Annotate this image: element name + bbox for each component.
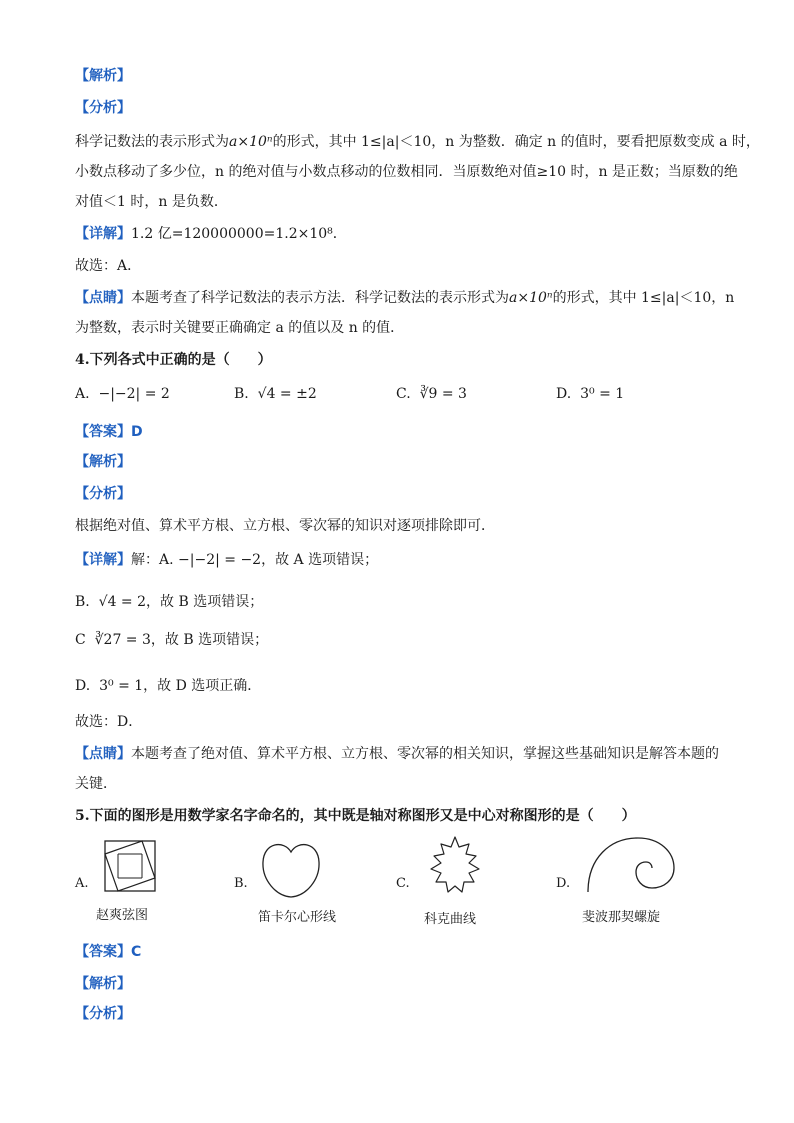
option-label: A.: [75, 386, 90, 402]
cardioid-figure: [258, 838, 324, 900]
text-span: C: [75, 632, 86, 648]
option-expr: √4 = ±2: [257, 386, 317, 402]
text-span: 本题考查了绝对值、算术平方根、立方根、零次幂的相关知识，掌握这些基础知识是解答本题的: [131, 746, 719, 762]
fenxi-paragraph-line3: 对值＜1 时，n 是负数．: [75, 194, 228, 210]
text-span: ，故 B 选项错误；: [150, 632, 269, 648]
q4-option-b: [234, 386, 317, 402]
question-number: 4.: [75, 352, 90, 368]
q5-option-c-caption: 科克曲线: [424, 912, 477, 927]
dianjing-tag: 【点睛】: [75, 746, 131, 762]
q4-detail-c: [75, 630, 268, 650]
option-label: B.: [234, 386, 249, 402]
question-stem: 下面的图形是用数学家名字命名的，其中既是轴对称图形又是中心对称图形的是（ ）: [89, 808, 636, 824]
option-label: C.: [396, 386, 411, 402]
fenxi-paragraph-line1: [75, 132, 760, 152]
text-span: ，故 B 选项错误；: [146, 594, 264, 610]
option-label: D.: [556, 386, 572, 402]
text-span: 本题考查了科学记数法的表示方法．科学记数法的表示形式为: [131, 290, 509, 306]
xiangjie-text: 1.2 亿=120000000=1.2×10⁸．: [131, 226, 347, 242]
option-expr: −|−2| = 2: [98, 386, 170, 402]
jiexi-heading: 【解析】: [75, 68, 131, 84]
question-4-stem: [75, 350, 272, 370]
q4-fenxi-heading: 【分析】: [75, 486, 131, 502]
xiangjie-line: [75, 224, 347, 244]
q4-option-a: [75, 386, 170, 402]
q4-fenxi-text: 根据绝对值、算术平方根、立方根、零次幂的知识对逐项排除即可．: [75, 518, 495, 534]
q4-jiexi-heading: 【解析】: [75, 454, 131, 470]
q5-answer-line: [75, 942, 141, 962]
text-span: D.: [75, 678, 91, 694]
dianjing-tag: 【点睛】: [75, 290, 131, 306]
q4-option-d: [556, 386, 624, 402]
math-expr: √4 = 2: [98, 594, 147, 610]
q4-detail-a: [75, 550, 378, 570]
answer-value: D: [131, 424, 143, 440]
math-expr: 3⁰ = 1: [99, 678, 144, 694]
answer-tag: 【答案】: [75, 424, 131, 440]
q5-jiexi-heading: 【解析】: [75, 976, 131, 992]
answer-value: C: [131, 944, 142, 960]
sci-notation: a×10ⁿ: [509, 290, 553, 306]
fenxi-heading: 【分析】: [75, 100, 131, 116]
text-span: ，故 D 选项正确．: [143, 678, 262, 694]
q5-option-b-caption-text: 笛卡尔心形线: [258, 910, 337, 925]
question-number: 5.: [75, 808, 90, 824]
koch-snowflake-figure: [424, 834, 486, 900]
q5-option-c-label: C.: [396, 876, 410, 891]
math-expr: −|−2| = −2: [178, 552, 262, 568]
guxuan-line: 故选：A．: [75, 258, 142, 274]
q4-detail-d: [75, 676, 261, 696]
q5-option-d-caption: 斐波那契螺旋: [582, 910, 661, 925]
q5-option-b-label: B.: [234, 876, 248, 891]
q4-detail-b: [75, 592, 263, 612]
q5-option-a-label: A.: [75, 876, 89, 891]
q4-dianjing-line2: 关键．: [75, 776, 117, 792]
text-span: 的形式，其中 1≤|a|＜10，n: [552, 290, 735, 306]
dianjing-line2: 为整数，表示时关键要正确确定 a 的值以及 n 的值．: [75, 320, 405, 336]
question-5-stem: [75, 806, 636, 826]
option-expr: ∛9 = 3: [419, 386, 467, 402]
xiangjie-tag: 【详解】: [75, 226, 131, 242]
fibonacci-spiral-figure: [584, 834, 678, 896]
math-expr: ∛27 = 3: [94, 632, 151, 648]
text-span: ，故 A 选项错误；: [261, 552, 379, 568]
xiangjie-tag: 【详解】: [75, 552, 131, 568]
q5-option-d-label: D.: [556, 876, 571, 891]
q5-fenxi-heading: 【分析】: [75, 1006, 131, 1022]
q5-option-a-caption: 赵爽弦图: [96, 908, 149, 923]
text-span: 的形式，其中 1≤|a|＜10，n 为整数．确定 n 的值时，要看把原数变成 a 时，: [272, 134, 760, 150]
q4-guxuan: 故选：D．: [75, 714, 143, 730]
dianjing-line1: [75, 288, 734, 308]
text-span: 科学记数法的表示形式为: [75, 134, 229, 150]
q4-option-c: [396, 386, 467, 402]
q4-answer-line: [75, 422, 143, 442]
question-stem: 下列各式中正确的是（ ）: [89, 352, 272, 368]
sci-notation: a×10ⁿ: [229, 134, 273, 150]
option-expr: 3⁰ = 1: [580, 386, 625, 402]
fenxi-paragraph-line2: 小数点移动了多少位，n 的绝对值与小数点移动的位数相同．当原数绝对值≥10 时，n 是正数；当原数的绝: [75, 164, 738, 180]
answer-tag: 【答案】: [75, 944, 131, 960]
q4-dianjing-line1: [75, 744, 719, 764]
zhao-shuang-diagram-figure: [104, 840, 156, 892]
text-span: 解：A.: [131, 552, 174, 568]
text-span: B.: [75, 594, 90, 610]
